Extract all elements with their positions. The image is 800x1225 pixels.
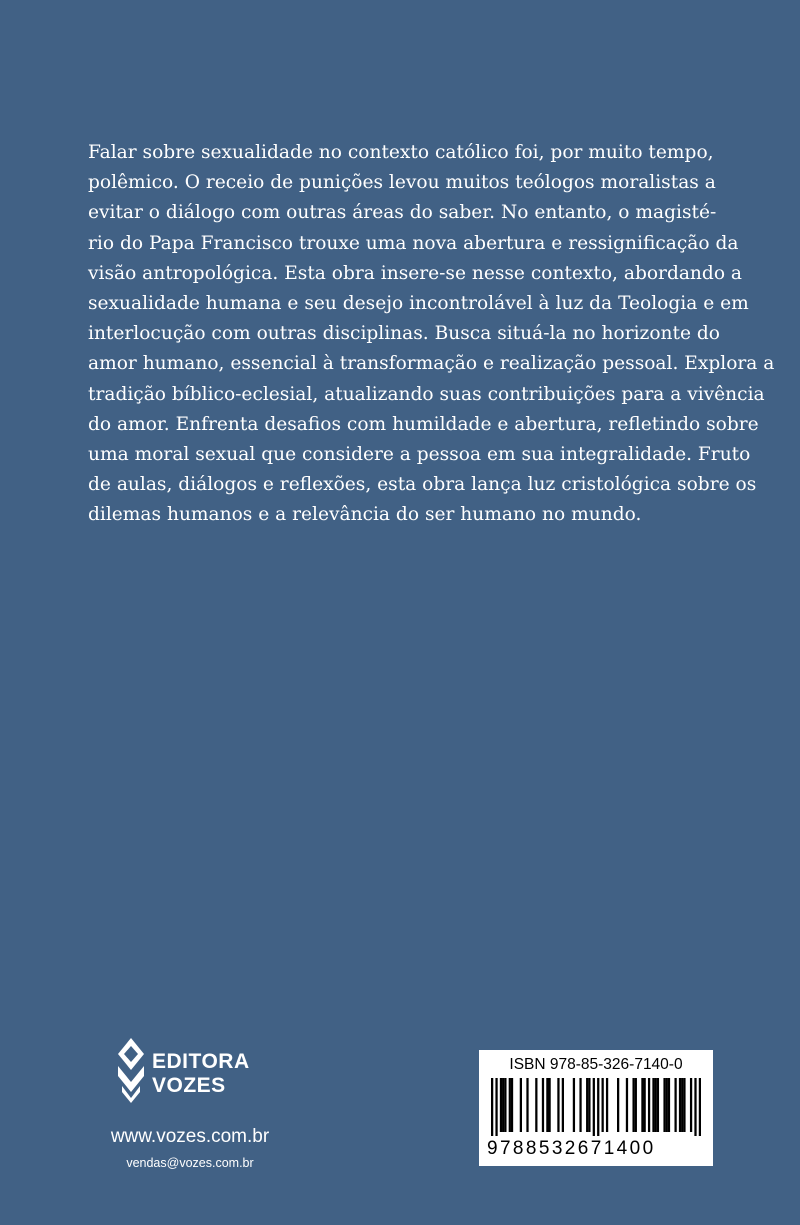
barcode-bar <box>495 1078 497 1136</box>
barcode-bar <box>699 1078 701 1136</box>
blurb-line: sexualidade humana e seu desejo incontrolável à luz da Teologia e em <box>88 292 749 314</box>
barcode-bar <box>504 1078 506 1132</box>
barcode-bar <box>535 1078 537 1132</box>
barcode-bar <box>694 1078 696 1136</box>
barcode-bar <box>491 1078 493 1136</box>
barcode-bar <box>502 1078 504 1132</box>
barcode-bar <box>668 1078 670 1132</box>
blurb-line: interlocução com outras disciplinas. Busca situá-la no horizonte do <box>88 323 720 345</box>
barcode-bar <box>606 1078 608 1132</box>
barcode-bar <box>511 1078 513 1132</box>
barcode-bar <box>588 1078 590 1132</box>
barcode-bar <box>520 1078 522 1132</box>
barcode-bar <box>593 1078 595 1136</box>
barcode-bar <box>557 1078 559 1132</box>
barcode-bar <box>579 1078 581 1132</box>
barcode-bar <box>641 1078 643 1132</box>
barcode-bar <box>663 1078 665 1132</box>
barcode-bar <box>652 1078 654 1132</box>
blurb-line: uma moral sexual que considere a pessoa em sua integralidade. Fruto <box>88 443 751 465</box>
blurb-line: Falar sobre sexualidade no contexto católico foi, por muito tempo, <box>88 142 714 163</box>
barcode-bar <box>626 1078 628 1132</box>
barcode-bar <box>632 1078 634 1132</box>
vozes-flame-logo-icon <box>116 1036 146 1104</box>
barcode-bar <box>617 1078 619 1132</box>
blurb-line: evitar o diálogo com outras áreas do saber. No entanto, o magisté- <box>88 202 717 224</box>
publisher-name <box>152 1050 250 1098</box>
barcode-bar <box>655 1078 657 1132</box>
barcode-bar <box>509 1078 511 1132</box>
blurb-line: visão antropológica. Esta obra insere-se nesse contexto, abordando a <box>88 262 743 284</box>
barcode-bar <box>674 1078 676 1132</box>
publisher-name-line1: EDITORA <box>152 1050 250 1073</box>
blurb-line: tradição bíblico-eclesial, atualizando suas contribuições para a vivência <box>88 383 765 405</box>
barcode-digits: 9788532671400 <box>487 1138 656 1159</box>
blurb-line: polêmico. O receio de punições levou muitos teólogos moralistas a <box>88 172 716 194</box>
blurb-line: rio do Papa Francisco trouxe uma nova abertura e ressignificação da <box>88 232 739 254</box>
barcode-bar <box>657 1078 659 1132</box>
barcode-bar <box>573 1078 575 1132</box>
barcode-bar <box>597 1078 599 1136</box>
barcode-bars <box>491 1078 701 1136</box>
barcode-bar <box>500 1078 502 1132</box>
barcode-bar <box>666 1078 668 1132</box>
barcode-bar <box>586 1078 588 1132</box>
barcode-bar <box>546 1078 548 1132</box>
back-cover-blurb <box>88 138 775 530</box>
barcode-bar <box>644 1078 646 1132</box>
publisher-name-line2: VOZES <box>152 1074 226 1097</box>
blurb-line: do amor. Enfrenta desafios com humildade e abertura, refletindo sobre <box>88 413 759 435</box>
blurb-line: amor humano, essencial à transformação e realização pessoal. Explora a <box>88 353 775 375</box>
barcode-bar <box>683 1078 685 1132</box>
barcode-bar <box>648 1078 650 1132</box>
isbn-label: ISBN 978-85-326-7140-0 <box>509 1056 683 1073</box>
blurb-line: dilemas humanos e a relevância do ser humano no mundo. <box>88 504 642 526</box>
barcode-bar <box>542 1078 544 1132</box>
barcode-bar <box>548 1078 550 1132</box>
barcode-bar <box>635 1078 637 1132</box>
publisher-website[interactable]: www.vozes.com.br <box>110 1126 270 1147</box>
blurb-line: de aulas, diálogos e reflexões, esta obra lança luz cristológica sobre os <box>88 474 757 496</box>
barcode-bar <box>602 1078 604 1132</box>
isbn-barcode-box <box>479 1050 713 1166</box>
barcode-bar <box>690 1078 692 1132</box>
barcode-bar <box>681 1078 683 1132</box>
barcode-bar <box>526 1078 528 1132</box>
publisher-email[interactable]: vendas@vozes.com.br <box>126 1156 254 1170</box>
barcode-bar <box>562 1078 564 1132</box>
barcode-bar <box>679 1078 681 1132</box>
publisher-logo <box>116 1036 276 1108</box>
